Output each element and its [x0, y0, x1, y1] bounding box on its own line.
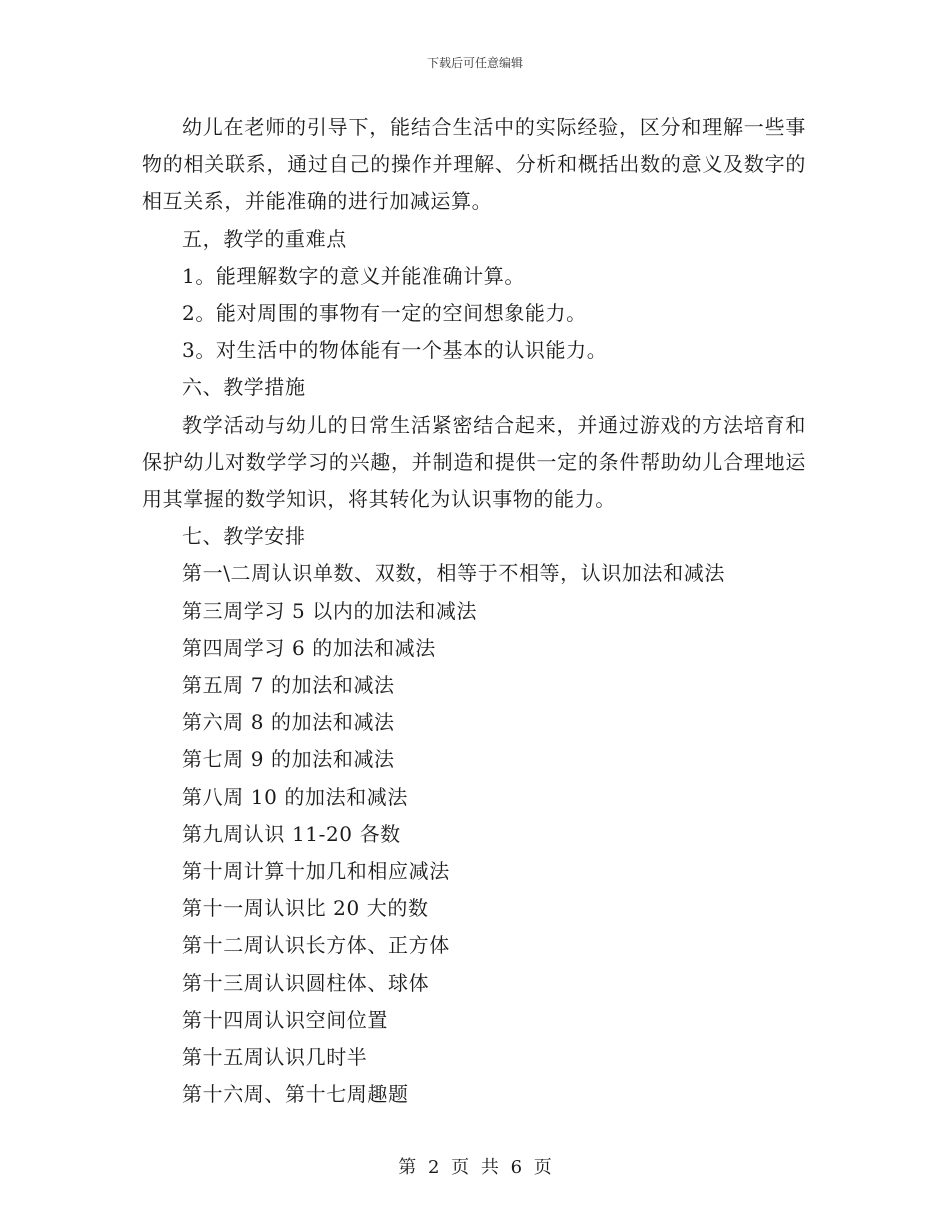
- schedule-item: 第七周 9 的加法和减法: [182, 747, 395, 772]
- schedule-item: 第九周认识 11-20 各数: [182, 821, 401, 846]
- schedule-item: 第十周计算十加几和相应减法: [182, 859, 450, 884]
- schedule-item: 第四周学习 6 的加法和减法: [182, 635, 436, 660]
- schedule-item: 第十五周认识几时半: [182, 1045, 368, 1070]
- section-heading-5: 五，教学的重难点: [182, 226, 347, 251]
- schedule-item: 第十三周认识圆柱体、球体: [182, 970, 430, 995]
- schedule-item: 第十一周认识比 20 大的数: [182, 896, 429, 921]
- key-point-item: 3。对生活中的物体能有一个基本的认识能力。: [182, 338, 608, 363]
- section-heading-7: 七、教学安排: [182, 524, 306, 549]
- schedule-item: 第十二周认识长方体、正方体: [182, 933, 450, 958]
- schedule-item: 第五周 7 的加法和减法: [182, 673, 395, 698]
- page-footer: 第 2 页 共 6 页: [398, 1157, 552, 1178]
- key-point-item: 2。能对周围的事物有一定的空间想象能力。: [182, 301, 587, 326]
- section-heading-6: 六、教学措施: [182, 375, 306, 400]
- schedule-item: 第十六周、第十七周趣题: [182, 1082, 409, 1107]
- schedule-item: 第八周 10 的加法和减法: [182, 784, 408, 809]
- key-point-item: 1。能理解数字的意义并能准确计算。: [182, 263, 525, 288]
- measures-paragraph: 教学活动与幼儿的日常生活紧密结合起来，并通过游戏的方法培育和保护幼儿对数学学习的兴趣，并制造和提供一定的条件帮助幼儿合理地运用其掌握的数学知识，将其转化为认识事物的能力。: [142, 412, 806, 512]
- document-body: [142, 109, 806, 1113]
- schedule-item: 第一\二周认识单数、双数，相等于不相等，认识加法和减法: [182, 561, 725, 586]
- page-header: 下载后可任意编辑: [426, 56, 523, 70]
- schedule-item: 第三周学习 5 以内的加法和减法: [182, 598, 478, 623]
- intro-paragraph: 幼儿在老师的引导下，能结合生活中的实际经验，区分和理解一些事物的相关联系，通过自己的操作并理解、分析和概括出数的意义及数字的相互关系，并能准确的进行加减运算。: [142, 115, 806, 214]
- schedule-item: 第六周 8 的加法和减法: [182, 710, 395, 735]
- schedule-item: 第十四周认识空间位置: [182, 1007, 388, 1032]
